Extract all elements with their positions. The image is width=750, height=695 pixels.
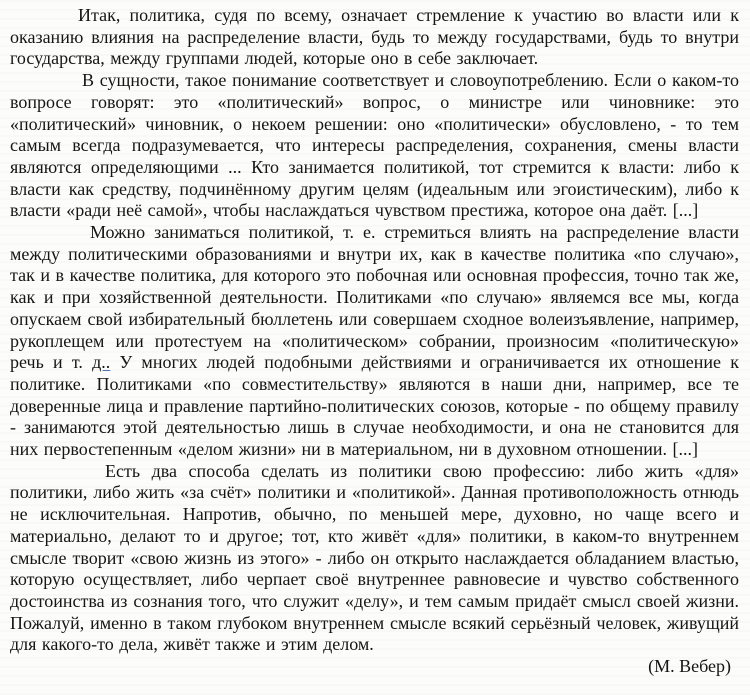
paragraph-occasional-politics-after: У многих людей подобными действиями и ограничивается их отношение к политике. Политиками «по совместительству» являются в наши дни, например, все те доверенные лица и правление партийно-политических союзов, которые - по общему правилу - занимаются этой деятельностью лишь в случае необходимости, и она не становится для них первостепенным «делом жизни» ни в материальном, ни в духовном отношении. [...] — [10, 352, 740, 460]
inline-underlined-text[interactable]: д.. — [92, 352, 111, 373]
paragraph-occasional-politics-before: Можно заниматься политикой, т. е. стремиться влиять на распределение власти между политическими образованиями и внутри их, как в качестве политика «по случаю», так и в качестве политика, для которого это побочная или основная профессия, точно так же, как и при хозяйственной деятельности. Политиками «по случаю» являемся все мы, когда опускаем свой избирательный бюллетень или совершаем сходное волеизъявление, например, рукоплещем или протестуем на «политическом» собрании, произносим «политическую» речь и т. — [10, 222, 739, 373]
paragraph-profession: Есть два способа сделать из политики свою профессию: либо жить «для» политики, либо жить «за счёт» политики и «политикой». Данная противоположность отнюдь не исключительная. Напротив, обычно, по меньшей мере, духовно, но чаще всего и материально, делают то и другое; тот, кто живёт «для» политики, в каком-то внутреннем смысле творит «свою жизнь из этого» - либо он открыто наслаждается обладанием властью, которую осуществляет, либо черпает своё внутреннее равновесие и чувство собственного достоинства из сознания того, что служит «делу», и тем самым придаёт смысл своей жизни. Пожалуй, именно в таком глубоком внутреннем смысле всякий серьёзный человек, живущий для какого-то дела, живёт также и этим делом. — [10, 460, 739, 655]
paragraph-intro: Итак, политика, судя по всему, означает стремление к участию во власти или к оказанию влияния на распределение власти, будь то между государствами, будь то внутри государства, между группами людей, которые оно в себе заключает. — [10, 5, 739, 69]
paragraph-occasional-politics — [10, 222, 739, 461]
author-signature: (М. Вебер) — [648, 656, 731, 677]
paragraph-meaning: В сущности, такое понимание соответствует и словоупотреблению. Если о каком-то вопросе говорят: это «политический» вопрос, о министре или чиновнике: это «политический» чиновник, о некоем решении: оно «политически» обусловлено, - то тем самым всегда подразумевается, что интересы распределения, сохранения, смены власти являются определяющими ... Кто занимается политикой, тот стремится к власти: либо к власти как средству, подчинённому другим целям (идеальным или эгоистическим), либо к власти «ради неё самой», чтобы наслаждаться чувством престижа, которое она даёт. [...] — [10, 70, 739, 221]
